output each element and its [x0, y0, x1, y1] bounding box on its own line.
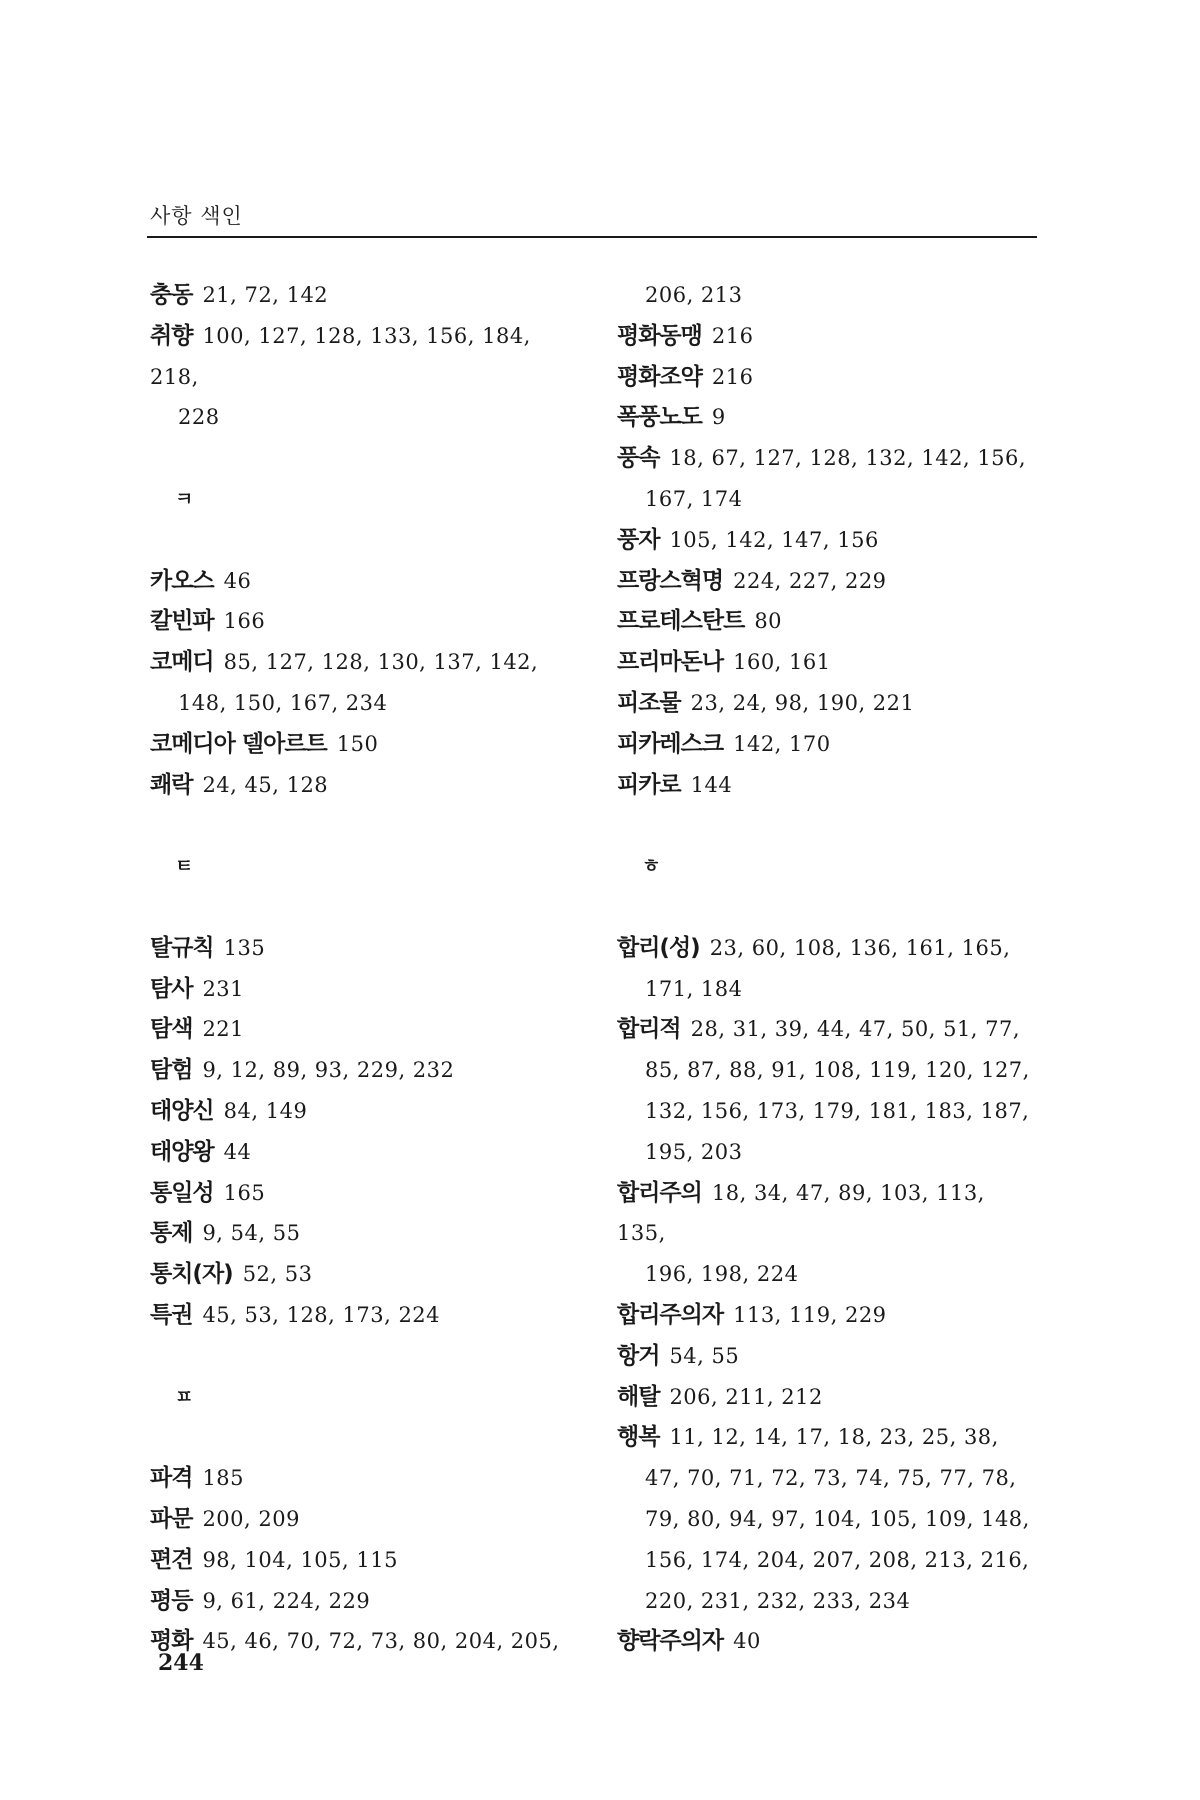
index-entry — [617, 1377, 1037, 1418]
entry-pages: 142, 170 — [733, 731, 831, 756]
entry-pages: 9, 54, 55 — [202, 1221, 301, 1246]
entry-term: 태양왕 — [150, 1138, 214, 1165]
entry-term: 프로테스탄트 — [617, 608, 745, 635]
index-entry — [150, 316, 570, 438]
index-entry — [150, 1254, 570, 1295]
entry-pages: 160, 161 — [733, 650, 831, 675]
entry-pages: 166 — [223, 609, 266, 634]
entry-pages: 52, 53 — [242, 1262, 313, 1287]
entry-pages: 54, 55 — [669, 1343, 740, 1368]
running-head: 사항 색인 — [150, 204, 243, 228]
index-entry — [150, 1458, 570, 1499]
entry-pages: 9, 12, 89, 93, 229, 232 — [202, 1058, 455, 1083]
section-gap — [150, 1417, 570, 1458]
index-entry — [150, 1295, 570, 1336]
entry-term: 합리적 — [617, 1016, 681, 1043]
entry-continuation: 171, 184 — [645, 976, 743, 1001]
entry-term: 합리주의자 — [617, 1301, 724, 1328]
index-entry — [150, 724, 570, 765]
entry-term: 합리주의 — [617, 1179, 702, 1206]
entry-pages: 113, 119, 229 — [733, 1302, 887, 1327]
entry-pages: 85, 127, 128, 130, 137, 142, — [223, 650, 539, 675]
index-entry — [617, 642, 1037, 683]
entry-pages: 9 — [711, 405, 726, 430]
index-entry — [150, 1173, 570, 1214]
entry-pages: 105, 142, 147, 156 — [669, 527, 879, 552]
section-gap — [150, 1336, 570, 1377]
entry-pages: 21, 72, 142 — [202, 283, 329, 307]
entry-term: 합리(성) — [617, 934, 700, 961]
entry-pages: 200, 209 — [202, 1506, 300, 1531]
entry-pages: 11, 12, 14, 17, 18, 23, 25, 38, — [669, 1425, 999, 1450]
entry-term: 평등 — [150, 1587, 193, 1614]
entry-term: 피조물 — [617, 689, 681, 716]
entry-term: 쾌락 — [150, 771, 193, 798]
entry-continuation: 206, 213 — [645, 283, 743, 307]
entry-term: 파문 — [150, 1505, 193, 1532]
section-gap — [150, 520, 570, 561]
entry-pages: 165 — [223, 1180, 266, 1205]
index-entry — [617, 520, 1037, 561]
entry-pages: 135 — [223, 935, 266, 960]
index-entry — [150, 561, 570, 602]
index-entry — [617, 1621, 1037, 1662]
entry-term: 특권 — [150, 1301, 193, 1328]
entry-term: 충동 — [150, 282, 193, 308]
section-heading: ㅌ — [175, 855, 194, 878]
section-gap — [150, 805, 570, 846]
index-entry — [617, 275, 1037, 316]
index-column-right — [617, 275, 1037, 1662]
index-entry — [617, 1417, 1037, 1621]
entry-term: 통일성 — [150, 1179, 214, 1206]
entry-pages: 24, 45, 128 — [202, 772, 329, 797]
index-entry — [617, 1009, 1037, 1172]
entry-pages: 23, 24, 98, 190, 221 — [690, 690, 915, 715]
index-entry — [150, 928, 570, 969]
index-entry — [617, 928, 1037, 1010]
entry-pages: 44 — [223, 1139, 252, 1164]
entry-pages: 216 — [711, 323, 754, 348]
entry-term: 프랑스혁명 — [617, 567, 724, 594]
entry-pages: 23, 60, 108, 136, 161, 165, — [709, 935, 1011, 960]
section-heading: ㅍ — [175, 1385, 194, 1408]
index-entry — [617, 765, 1037, 806]
section-gap — [617, 887, 1037, 928]
index-entry — [150, 1621, 570, 1662]
entry-term: 항거 — [617, 1342, 660, 1369]
entry-pages: 80 — [754, 609, 783, 634]
entry-term: 탐색 — [150, 1016, 193, 1043]
entry-pages: 46 — [223, 568, 252, 593]
entry-term: 파격 — [150, 1465, 193, 1492]
index-entry — [150, 1540, 570, 1581]
index-entry — [617, 724, 1037, 765]
entry-pages: 40 — [733, 1629, 761, 1654]
section-gap — [617, 805, 1037, 846]
index-entry — [150, 1581, 570, 1622]
entry-term: 카오스 — [150, 567, 214, 594]
index-entry — [617, 438, 1037, 520]
entry-term: 칼빈파 — [150, 608, 214, 635]
index-entry — [617, 316, 1037, 357]
index-entry — [150, 275, 570, 316]
entry-pages: 216 — [711, 364, 754, 389]
entry-term: 탈규칙 — [150, 934, 214, 961]
index-entry — [150, 601, 570, 642]
entry-term: 코메디 — [150, 649, 214, 676]
entry-continuation: 85, 87, 88, 91, 108, 119, 120, 127, 132, 156, 173, 179, 181, 183, 187, 195, 203 — [645, 1058, 1030, 1164]
entry-pages: 150 — [336, 731, 379, 756]
entry-term: 피카로 — [617, 771, 681, 798]
index-entry — [150, 1132, 570, 1173]
entry-pages: 231 — [202, 976, 245, 1001]
section-gap — [150, 887, 570, 928]
entry-term: 통제 — [150, 1220, 193, 1247]
index-column-left — [150, 275, 570, 1662]
section-heading: ㅎ — [642, 855, 661, 878]
index-entry — [150, 1009, 570, 1050]
entry-term: 폭풍노도 — [617, 404, 702, 431]
index-entry — [617, 561, 1037, 602]
entry-term: 평화동맹 — [617, 322, 702, 349]
index-entry — [150, 1050, 570, 1091]
section-heading: ㅋ — [175, 487, 194, 510]
entry-pages: 206, 211, 212 — [669, 1384, 823, 1409]
header-rule — [147, 236, 1037, 238]
section-gap — [150, 438, 570, 479]
entry-pages: 144 — [690, 772, 733, 797]
entry-term: 평화조약 — [617, 363, 702, 390]
entry-term: 통치(자) — [150, 1261, 233, 1288]
index-entry — [150, 642, 570, 724]
index-entry — [150, 765, 570, 806]
index-entry — [150, 1091, 570, 1132]
entry-pages: 224, 227, 229 — [733, 568, 887, 593]
entry-pages: 221 — [202, 1017, 245, 1042]
index-entry — [617, 1295, 1037, 1336]
entry-pages: 185 — [202, 1466, 245, 1491]
index-entry — [150, 1213, 570, 1254]
entry-pages: 45, 46, 70, 72, 73, 80, 204, 205, — [202, 1629, 560, 1654]
entry-term: 탐험 — [150, 1057, 193, 1084]
index-entry — [617, 1173, 1037, 1295]
entry-pages: 98, 104, 105, 115 — [202, 1547, 398, 1572]
entry-term: 코메디아 델아르트 — [150, 730, 327, 757]
entry-pages: 28, 31, 39, 44, 47, 50, 51, 77, — [690, 1017, 1021, 1042]
entry-term: 행복 — [617, 1424, 660, 1451]
page-number: 244 — [158, 1650, 204, 1676]
entry-pages: 45, 53, 128, 173, 224 — [202, 1302, 441, 1327]
index-entry — [617, 683, 1037, 724]
index-entry — [617, 397, 1037, 438]
entry-continuation: 228 — [178, 405, 220, 430]
entry-term: 풍자 — [617, 526, 660, 553]
entry-pages: 100, 127, 128, 133, 156, 184, 218, — [150, 323, 531, 389]
index-entry — [617, 357, 1037, 398]
entry-term: 해탈 — [617, 1383, 660, 1410]
entry-term: 태양신 — [150, 1097, 214, 1124]
index-entry — [150, 1499, 570, 1540]
entry-term: 풍속 — [617, 445, 660, 472]
entry-term: 탐사 — [150, 975, 193, 1002]
entry-continuation: 167, 174 — [645, 486, 743, 511]
entry-continuation: 47, 70, 71, 72, 73, 74, 75, 77, 78, 79, 80, 94, 97, 104, 105, 109, 148, 156, 174, 204, 207, 208, 213, 216, 220, 231, 232, 233, 234 — [645, 1466, 1030, 1613]
entry-term: 향락주의자 — [617, 1628, 724, 1655]
index-entry — [617, 1336, 1037, 1377]
entry-pages: 18, 34, 47, 89, 103, 113, 135, — [617, 1180, 985, 1246]
entry-continuation: 148, 150, 167, 234 — [178, 690, 388, 715]
entry-continuation: 196, 198, 224 — [645, 1262, 799, 1287]
entry-pages: 18, 67, 127, 128, 132, 142, 156, — [669, 446, 1027, 471]
entry-term: 피카레스크 — [617, 730, 724, 757]
entry-pages: 84, 149 — [223, 1098, 308, 1123]
entry-term: 평화 — [150, 1628, 193, 1655]
entry-term: 취향 — [150, 322, 193, 349]
entry-term: 프리마돈나 — [617, 649, 724, 676]
index-entry — [150, 969, 570, 1010]
index-entry — [617, 601, 1037, 642]
entry-term: 편견 — [150, 1546, 193, 1573]
entry-pages: 9, 61, 224, 229 — [202, 1588, 371, 1613]
